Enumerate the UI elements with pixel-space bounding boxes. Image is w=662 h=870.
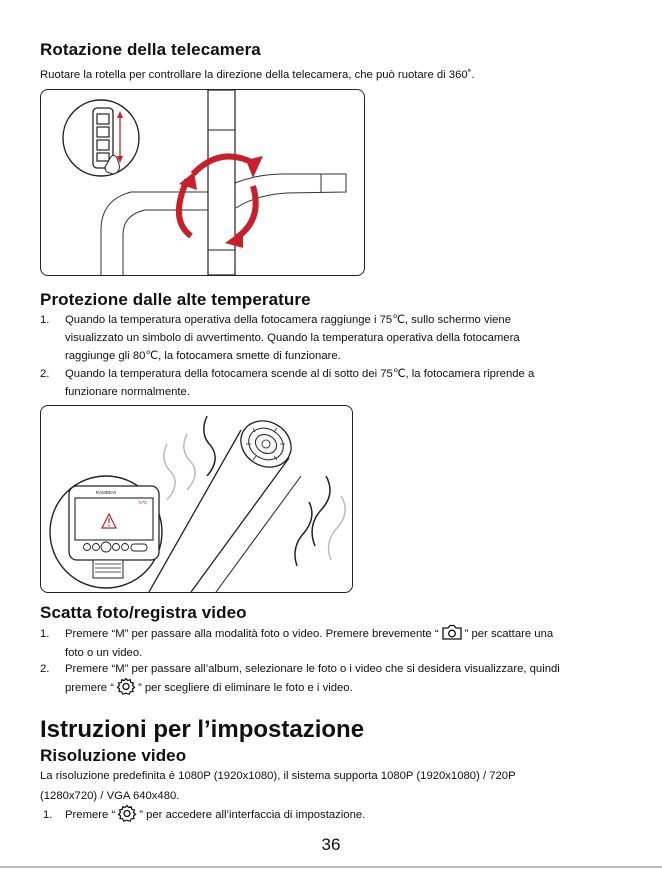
list-text-line	[65, 807, 365, 825]
temperature-illustration	[41, 406, 352, 592]
text-segment: ” per accedere all’interfaccia di impostazione.	[139, 809, 366, 821]
list-number: 1.	[40, 314, 50, 326]
text-segment: Premere “	[65, 809, 116, 821]
list-number: 1.	[43, 809, 53, 821]
list-item	[40, 807, 640, 827]
list-text-line	[65, 680, 353, 698]
text-segment: premere “	[65, 682, 114, 694]
list-text-line: foto o un video.	[65, 647, 143, 659]
list-text-line	[65, 626, 553, 644]
device-temp-badge: 75℃	[138, 500, 147, 505]
list-item	[40, 661, 640, 699]
rotation-illustration	[41, 90, 364, 275]
resolution-body-line: La risoluzione predefinita è 1080P (1920x1080), il sistema supporta 1080P (1920x1080) / 720P	[40, 770, 516, 782]
section-title-settings: Istruzioni per l’impostazione	[40, 716, 365, 743]
list-text-line: funzionare normalmente.	[65, 386, 190, 398]
resolution-body-line: (1280x720) / VGA 640x480.	[40, 790, 180, 802]
list-text-line: visualizzato un simbolo di avvertimento. Quando la temperatura operativa della fotocamera	[65, 332, 520, 344]
section-title-temperature: Protezione dalle alte temperature	[40, 290, 311, 309]
list-item	[40, 626, 640, 664]
gear-icon	[117, 804, 137, 822]
section-subtitle-resolution: Risoluzione video	[40, 746, 187, 765]
camera-icon	[441, 624, 463, 640]
device-brand: RAMDEVI	[95, 490, 117, 495]
text-segment: Premere “M” per passare alla modalità foto o video. Premere brevemente “	[65, 628, 439, 640]
section-title-photo-video: Scatta foto/registra video	[40, 603, 247, 622]
text-segment: ” per scegliere di eliminare le foto e i video.	[137, 682, 353, 694]
section-title-rotation: Rotazione della telecamera	[40, 40, 261, 59]
list-text-line: Premere “M” per passare all’album, selezionare le foto o i video che si desidera visualizzare, quindi	[65, 663, 560, 675]
text-segment: ” per scattare una	[464, 628, 554, 640]
list-number: 2.	[40, 368, 50, 380]
list-text-line: raggiunge gli 80℃, la fotocamera smette di funzionare.	[65, 350, 341, 362]
rotation-figure	[40, 89, 365, 276]
page-number: 36	[321, 835, 341, 854]
gear-icon	[116, 677, 136, 695]
list-item	[40, 312, 640, 367]
list-number: 1.	[40, 628, 50, 640]
list-number: 2.	[40, 663, 50, 675]
list-text-line: Quando la temperatura operativa della fotocamera raggiunge i 75℃, sullo schermo viene	[65, 314, 511, 326]
footer-divider	[0, 866, 662, 868]
list-text-line: Quando la temperatura della fotocamera scende al di sotto dei 75℃, la fotocamera riprende a	[65, 368, 535, 380]
temperature-figure	[40, 405, 353, 593]
list-item	[40, 366, 640, 402]
rotation-body: Ruotare la rotella per controllare la direzione della telecamera, che può ruotare di 360˚.	[40, 69, 475, 81]
